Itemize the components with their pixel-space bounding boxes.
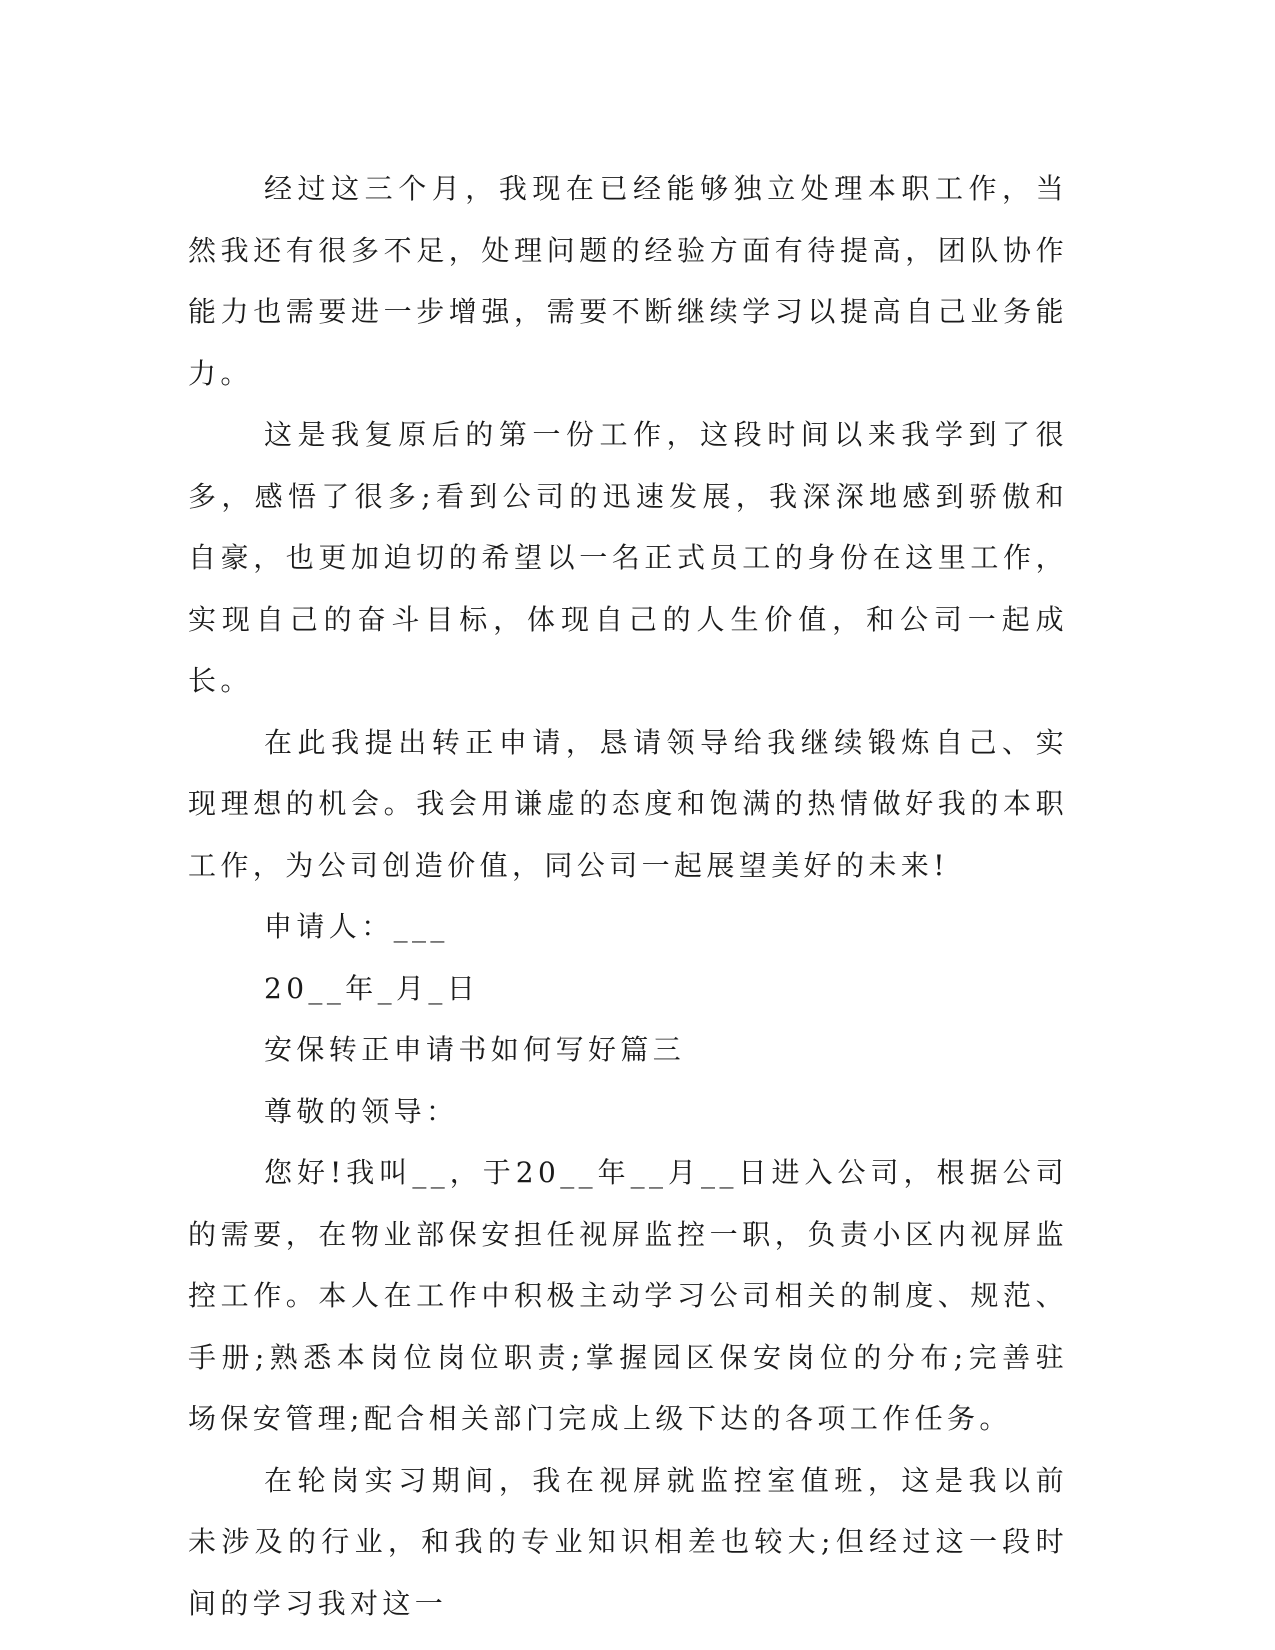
applicant-line: 申请人：___ (264, 910, 449, 943)
date-line: 20__年_月_日 (264, 971, 480, 1005)
paragraph-introduction: 您好!我叫__，于20__年__月__日进入公司，根据公司的需要，在物业部保安担任视屏监控一职，负责小区内视屏监控工作。本人在工作中积极主动学习公司相关的制度、规范、手册;熟悉本岗位岗位职责;掌握园区保安岗位的分布;完善驻场保安管理;配合相关部门完成上级下达的各项工作任务。 (188, 1156, 1068, 1435)
salutation: 尊敬的领导： (264, 1094, 459, 1128)
paragraph-rotation: 在轮岗实习期间，我在视屏就监控室值班，这是我以前未涉及的行业，和我的专业知识相差也较大;但经过这一段时间的学习我对这一 (188, 1463, 1068, 1620)
paragraph-first-job: 这是我复原后的第一份工作，这段时间以来我学到了很多，感悟了很多;看到公司的迅速发展，我深深地感到骄傲和自豪，也更加迫切的希望以一名正式员工的身份在这里工作，实现自己的奋斗目标，体现自己的人生价值，和公司一起成长。 (188, 418, 1068, 697)
section-title: 安保转正申请书如何写好篇三 (264, 1033, 686, 1066)
paragraph-progress: 经过这三个月，我现在已经能够独立处理本职工作，当然我还有很多不足，处理问题的经验方面有待提高，团队协作能力也需要进一步增强，需要不断继续学习以提高自己业务能力。 (188, 172, 1068, 390)
document-body (188, 158, 1068, 1634)
paragraph-request: 在此我提出转正申请，恳请领导给我继续锻炼自己、实现理想的机会。我会用谦虚的态度和饱满的热情做好我的本职工作，为公司创造价值，同公司一起展望美好的未来! (188, 725, 1068, 882)
